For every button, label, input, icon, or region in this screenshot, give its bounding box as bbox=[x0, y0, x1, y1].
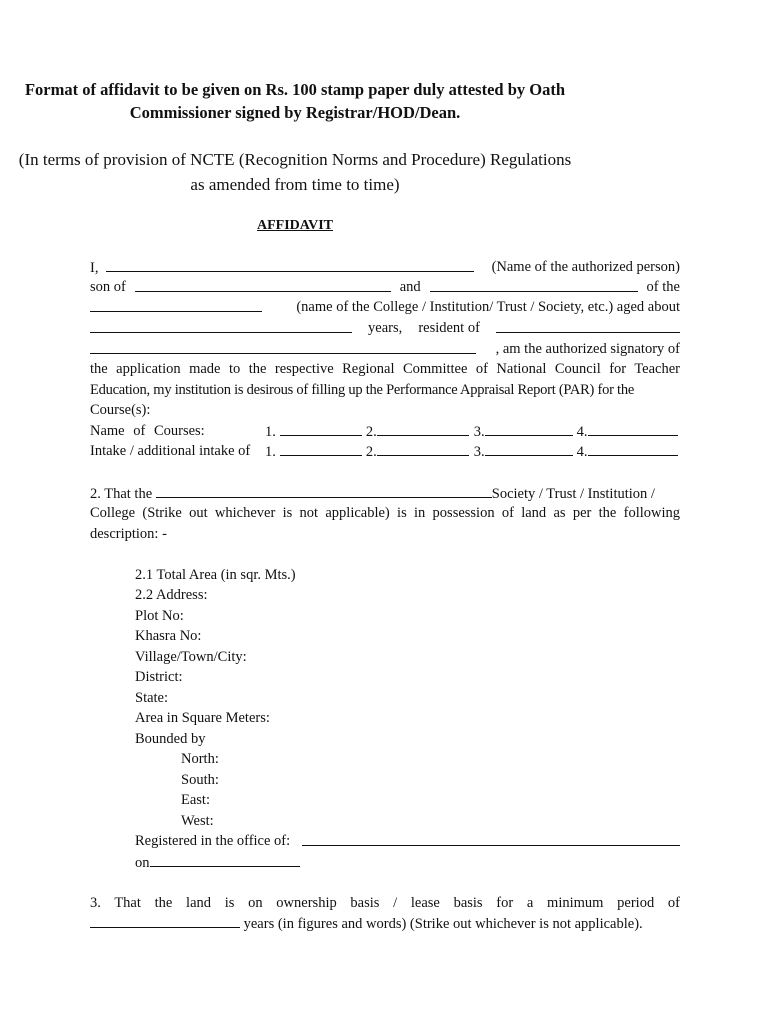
courses-label: Name of Courses: bbox=[90, 423, 205, 439]
para1-line-8: Course(s): bbox=[90, 402, 151, 418]
age-blank[interactable] bbox=[90, 318, 352, 333]
residence-blank-2[interactable] bbox=[90, 339, 476, 354]
college-name-blank[interactable] bbox=[90, 297, 262, 312]
subtitle-line-2: as amended from time to time) bbox=[190, 175, 400, 194]
state-label: State: bbox=[135, 690, 169, 706]
course-3-blank[interactable] bbox=[485, 421, 573, 436]
course-4-blank[interactable] bbox=[588, 421, 678, 436]
intake-1-blank[interactable] bbox=[280, 441, 362, 456]
khasra-label: Khasra No: bbox=[135, 628, 202, 644]
intake-4-blank[interactable] bbox=[588, 441, 678, 456]
course-1-blank[interactable] bbox=[280, 421, 362, 436]
registration-date-blank[interactable] bbox=[150, 852, 300, 867]
para1-line-3: (name of the College / Institution/ Trust / Society, etc.) aged about bbox=[90, 297, 680, 317]
south-label: South: bbox=[181, 772, 219, 788]
intake-2-blank[interactable] bbox=[377, 441, 469, 456]
residence-blank-1[interactable] bbox=[496, 318, 680, 333]
para1-line-5: , am the authorized signatory of bbox=[90, 339, 680, 359]
bounded-label: Bounded by bbox=[135, 731, 206, 747]
para1-line-6: the application made to the respective Regional Committee of National Council for Teacher bbox=[90, 361, 680, 377]
para1-line-7: Education, my institution is desirous of filling up the Performance Appraisal Report (PAR) for the bbox=[90, 382, 635, 398]
area-label: Area in Square Meters: bbox=[135, 710, 270, 726]
para1-line-2: son of and of the bbox=[90, 279, 680, 295]
title-line-2: Commissioner signed by Registrar/HOD/Dean. bbox=[129, 103, 461, 122]
title-line-1: Format of affidavit to be given on Rs. 100 stamp paper duly attested by Oath bbox=[24, 80, 566, 99]
para1-line-4: years, resident of bbox=[90, 318, 680, 338]
society-name-blank[interactable] bbox=[156, 483, 492, 498]
authorized-person-name-blank[interactable] bbox=[106, 257, 474, 272]
east-label: East: bbox=[181, 792, 210, 808]
para1-line-1: I, (Name of the authorized person) bbox=[90, 259, 680, 276]
second-name-blank[interactable] bbox=[430, 277, 638, 292]
document-title bbox=[0, 78, 680, 124]
on-row bbox=[135, 852, 300, 874]
total-area-label: 2.1 Total Area (in sqr. Mts.) bbox=[135, 567, 296, 583]
father-name-blank[interactable] bbox=[135, 277, 391, 292]
course-2-blank[interactable] bbox=[377, 421, 469, 436]
address-label: 2.2 Address: bbox=[135, 587, 208, 603]
intake-label: Intake / additional intake of bbox=[90, 443, 251, 459]
lease-period-blank[interactable] bbox=[90, 913, 240, 928]
para2-line-2: College (Strike out whichever is not applicable) is in possession of land as per the following bbox=[90, 505, 680, 521]
registered-office-blank[interactable] bbox=[302, 831, 680, 846]
subtitle-line-1: (In terms of provision of NCTE (Recognition Norms and Procedure) Regulations bbox=[18, 150, 572, 169]
west-label: West: bbox=[181, 813, 214, 829]
courses-row: Name of Courses: 1. 2. 3. 4. bbox=[90, 421, 680, 441]
registered-row bbox=[135, 831, 680, 852]
para3-line-2: years (in figures and words) (Strike out whichever is not applicable). bbox=[90, 913, 680, 933]
para3-line-1: 3. That the land is on ownership basis / lease basis for a minimum period of bbox=[90, 895, 680, 911]
on-label: on bbox=[135, 855, 150, 871]
para2-line-1: 2. That the Society / Trust / Institution / bbox=[90, 483, 680, 503]
district-label: District: bbox=[135, 669, 183, 685]
para2-line-3: description: - bbox=[90, 526, 167, 542]
plot-label: Plot No: bbox=[135, 608, 184, 624]
village-label: Village/Town/City: bbox=[135, 649, 247, 665]
document-subtitle bbox=[0, 147, 680, 197]
intake-row: Intake / additional intake of 1. 2. 3. 4. bbox=[90, 441, 680, 461]
registered-label: Registered in the office of: bbox=[135, 833, 291, 849]
affidavit-heading: AFFIDAVIT bbox=[257, 218, 333, 233]
north-label: North: bbox=[181, 751, 219, 767]
intake-3-blank[interactable] bbox=[485, 441, 573, 456]
